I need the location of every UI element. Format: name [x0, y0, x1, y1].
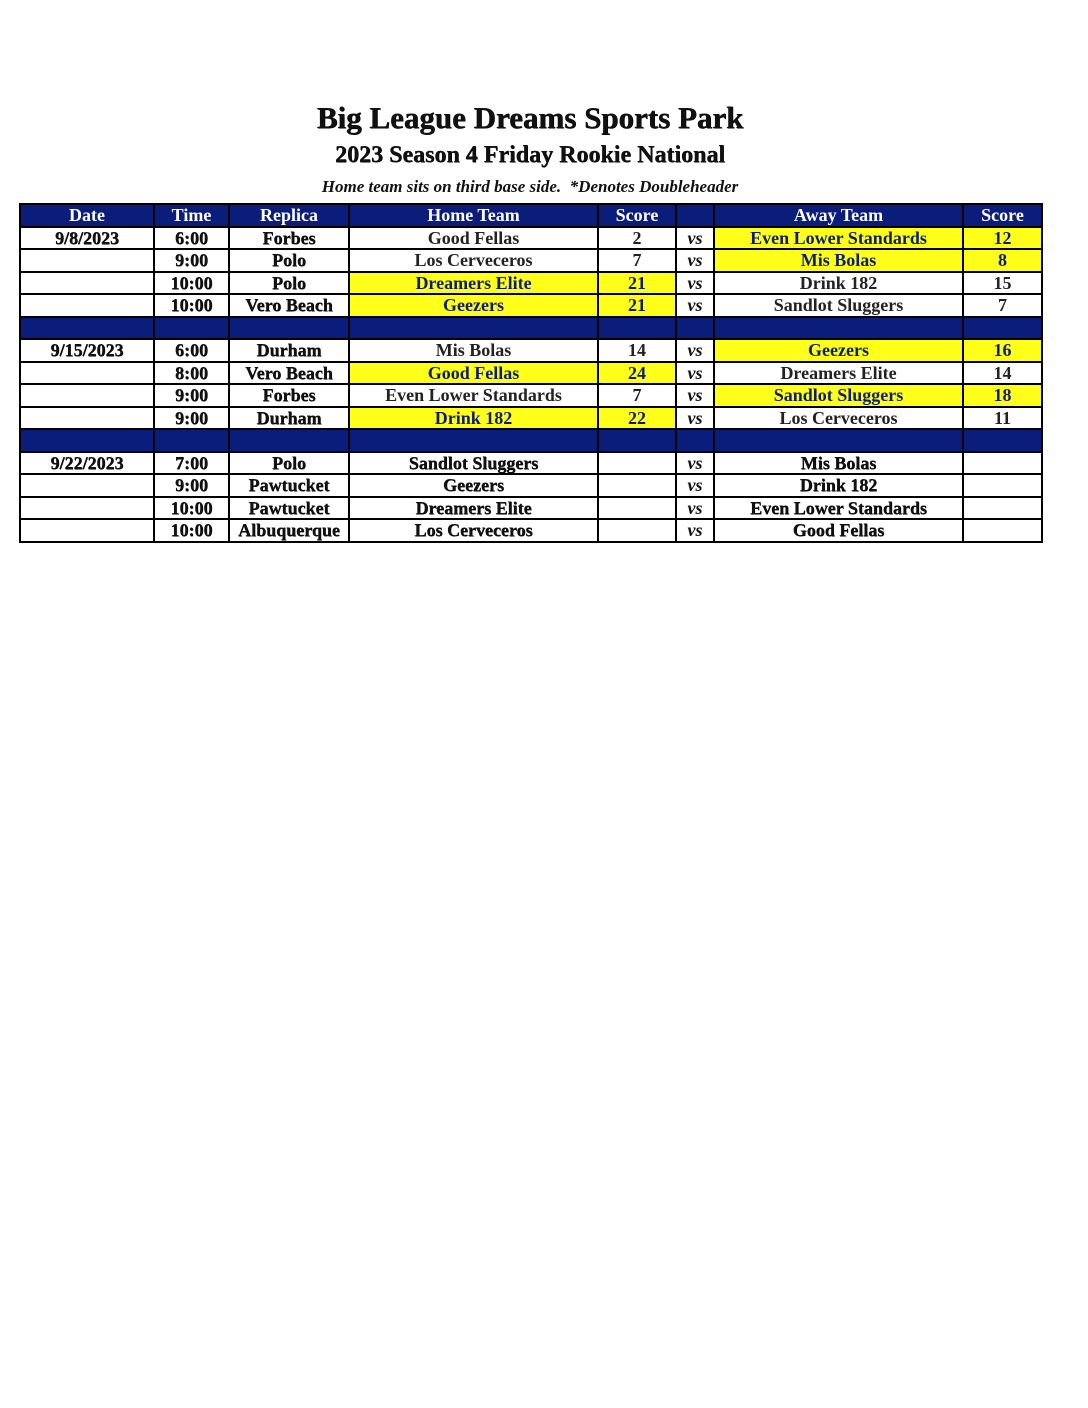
- game-time: 6:00: [154, 339, 229, 362]
- col-header-date: Date: [20, 204, 154, 227]
- away-score: 15: [963, 272, 1042, 295]
- field-replica: Pawtucket: [229, 497, 349, 520]
- table-header-row: [20, 204, 1042, 227]
- away-team: Good Fellas: [714, 519, 963, 542]
- game-date: [20, 294, 154, 317]
- vs-label: vs: [676, 294, 714, 317]
- separator-cell: [20, 429, 154, 452]
- separator-row: [20, 429, 1042, 452]
- game-date: [20, 407, 154, 430]
- vs-label: vs: [676, 407, 714, 430]
- vs-label: vs: [676, 497, 714, 520]
- home-score: 24: [598, 362, 676, 385]
- away-team: Drink 182: [714, 474, 963, 497]
- game-date: 9/22/2023: [20, 452, 154, 475]
- away-team: Dreamers Elite: [714, 362, 963, 385]
- game-date: [20, 362, 154, 385]
- table-row: [20, 362, 1042, 385]
- game-date: 9/8/2023: [20, 227, 154, 250]
- away-team: Sandlot Sluggers: [714, 294, 963, 317]
- separator-row: [20, 317, 1042, 340]
- game-time: 10:00: [154, 294, 229, 317]
- home-team: Dreamers Elite: [349, 497, 598, 520]
- vs-label: vs: [676, 452, 714, 475]
- home-team: Dreamers Elite: [349, 272, 598, 295]
- game-time: 9:00: [154, 407, 229, 430]
- field-replica: Vero Beach: [229, 294, 349, 317]
- home-score: [598, 452, 676, 475]
- table-row: [20, 407, 1042, 430]
- table-row: [20, 272, 1042, 295]
- col-header-away-team: Away Team: [714, 204, 963, 227]
- away-team: Mis Bolas: [714, 249, 963, 272]
- home-team: Good Fellas: [349, 227, 598, 250]
- game-time: 10:00: [154, 497, 229, 520]
- home-score: [598, 497, 676, 520]
- col-header-replica: Replica: [229, 204, 349, 227]
- col-header-home-score: Score: [598, 204, 676, 227]
- separator-cell: [154, 317, 229, 340]
- game-date: 9/15/2023: [20, 339, 154, 362]
- table-row: [20, 474, 1042, 497]
- home-team: Drink 182: [349, 407, 598, 430]
- field-replica: Polo: [229, 249, 349, 272]
- game-date: [20, 384, 154, 407]
- separator-cell: [963, 317, 1042, 340]
- separator-cell: [229, 317, 349, 340]
- vs-label: vs: [676, 474, 714, 497]
- separator-cell: [676, 317, 714, 340]
- home-team: Sandlot Sluggers: [349, 452, 598, 475]
- game-time: 9:00: [154, 474, 229, 497]
- away-team: Los Cerveceros: [714, 407, 963, 430]
- home-team: Good Fellas: [349, 362, 598, 385]
- away-team: Sandlot Sluggers: [714, 384, 963, 407]
- away-team: Even Lower Standards: [714, 227, 963, 250]
- table-row: [20, 294, 1042, 317]
- field-replica: Forbes: [229, 384, 349, 407]
- away-team: Drink 182: [714, 272, 963, 295]
- away-score: [963, 474, 1042, 497]
- table-row: [20, 249, 1042, 272]
- table-row: [20, 497, 1042, 520]
- col-header-time: Time: [154, 204, 229, 227]
- home-team: Geezers: [349, 474, 598, 497]
- field-replica: Vero Beach: [229, 362, 349, 385]
- away-score: 7: [963, 294, 1042, 317]
- away-score: 18: [963, 384, 1042, 407]
- separator-cell: [154, 429, 229, 452]
- separator-cell: [714, 317, 963, 340]
- game-time: 10:00: [154, 272, 229, 295]
- away-score: [963, 452, 1042, 475]
- col-header-home-team: Home Team: [349, 204, 598, 227]
- separator-cell: [349, 317, 598, 340]
- col-header-vs: [676, 204, 714, 227]
- field-replica: Pawtucket: [229, 474, 349, 497]
- vs-label: vs: [676, 384, 714, 407]
- separator-cell: [349, 429, 598, 452]
- game-date: [20, 497, 154, 520]
- home-score: [598, 519, 676, 542]
- home-team: Geezers: [349, 294, 598, 317]
- away-team: Mis Bolas: [714, 452, 963, 475]
- away-score: 16: [963, 339, 1042, 362]
- field-replica: Polo: [229, 272, 349, 295]
- col-header-away-score: Score: [963, 204, 1042, 227]
- table-row: [20, 452, 1042, 475]
- home-score: 7: [598, 384, 676, 407]
- game-time: 9:00: [154, 384, 229, 407]
- separator-cell: [598, 317, 676, 340]
- page-title: Big League Dreams Sports Park: [316, 100, 744, 135]
- table-row: [20, 384, 1042, 407]
- separator-cell: [963, 429, 1042, 452]
- game-date: [20, 474, 154, 497]
- away-score: 8: [963, 249, 1042, 272]
- vs-label: vs: [676, 249, 714, 272]
- vs-label: vs: [676, 362, 714, 385]
- game-time: 7:00: [154, 452, 229, 475]
- home-team: Mis Bolas: [349, 339, 598, 362]
- schedule-note: Home team sits on third base side. *Denotes Doubleheader: [321, 177, 739, 196]
- separator-cell: [714, 429, 963, 452]
- home-team: Los Cerveceros: [349, 519, 598, 542]
- home-score: 7: [598, 249, 676, 272]
- game-time: 10:00: [154, 519, 229, 542]
- home-score: 22: [598, 407, 676, 430]
- page-subtitle: 2023 Season 4 Friday Rookie National: [334, 142, 726, 168]
- game-date: [20, 272, 154, 295]
- away-score: [963, 497, 1042, 520]
- home-team: Los Cerveceros: [349, 249, 598, 272]
- separator-cell: [598, 429, 676, 452]
- field-replica: Albuquerque: [229, 519, 349, 542]
- game-time: 9:00: [154, 249, 229, 272]
- home-score: 2: [598, 227, 676, 250]
- vs-label: vs: [676, 339, 714, 362]
- away-team: Geezers: [714, 339, 963, 362]
- field-replica: Durham: [229, 407, 349, 430]
- game-time: 6:00: [154, 227, 229, 250]
- separator-cell: [20, 317, 154, 340]
- separator-cell: [676, 429, 714, 452]
- field-replica: Forbes: [229, 227, 349, 250]
- away-score: 14: [963, 362, 1042, 385]
- away-team: Even Lower Standards: [714, 497, 963, 520]
- vs-label: vs: [676, 227, 714, 250]
- schedule-body: [20, 227, 1042, 542]
- home-team: Even Lower Standards: [349, 384, 598, 407]
- vs-label: vs: [676, 519, 714, 542]
- game-date: [20, 519, 154, 542]
- home-score: [598, 474, 676, 497]
- field-replica: Polo: [229, 452, 349, 475]
- home-score: 14: [598, 339, 676, 362]
- away-score: 11: [963, 407, 1042, 430]
- table-row: [20, 339, 1042, 362]
- schedule-table: [19, 203, 1043, 543]
- vs-label: vs: [676, 272, 714, 295]
- away-score: 12: [963, 227, 1042, 250]
- table-row: [20, 227, 1042, 250]
- separator-cell: [229, 429, 349, 452]
- home-score: 21: [598, 272, 676, 295]
- table-row: [20, 519, 1042, 542]
- game-date: [20, 249, 154, 272]
- field-replica: Durham: [229, 339, 349, 362]
- game-time: 8:00: [154, 362, 229, 385]
- away-score: [963, 519, 1042, 542]
- home-score: 21: [598, 294, 676, 317]
